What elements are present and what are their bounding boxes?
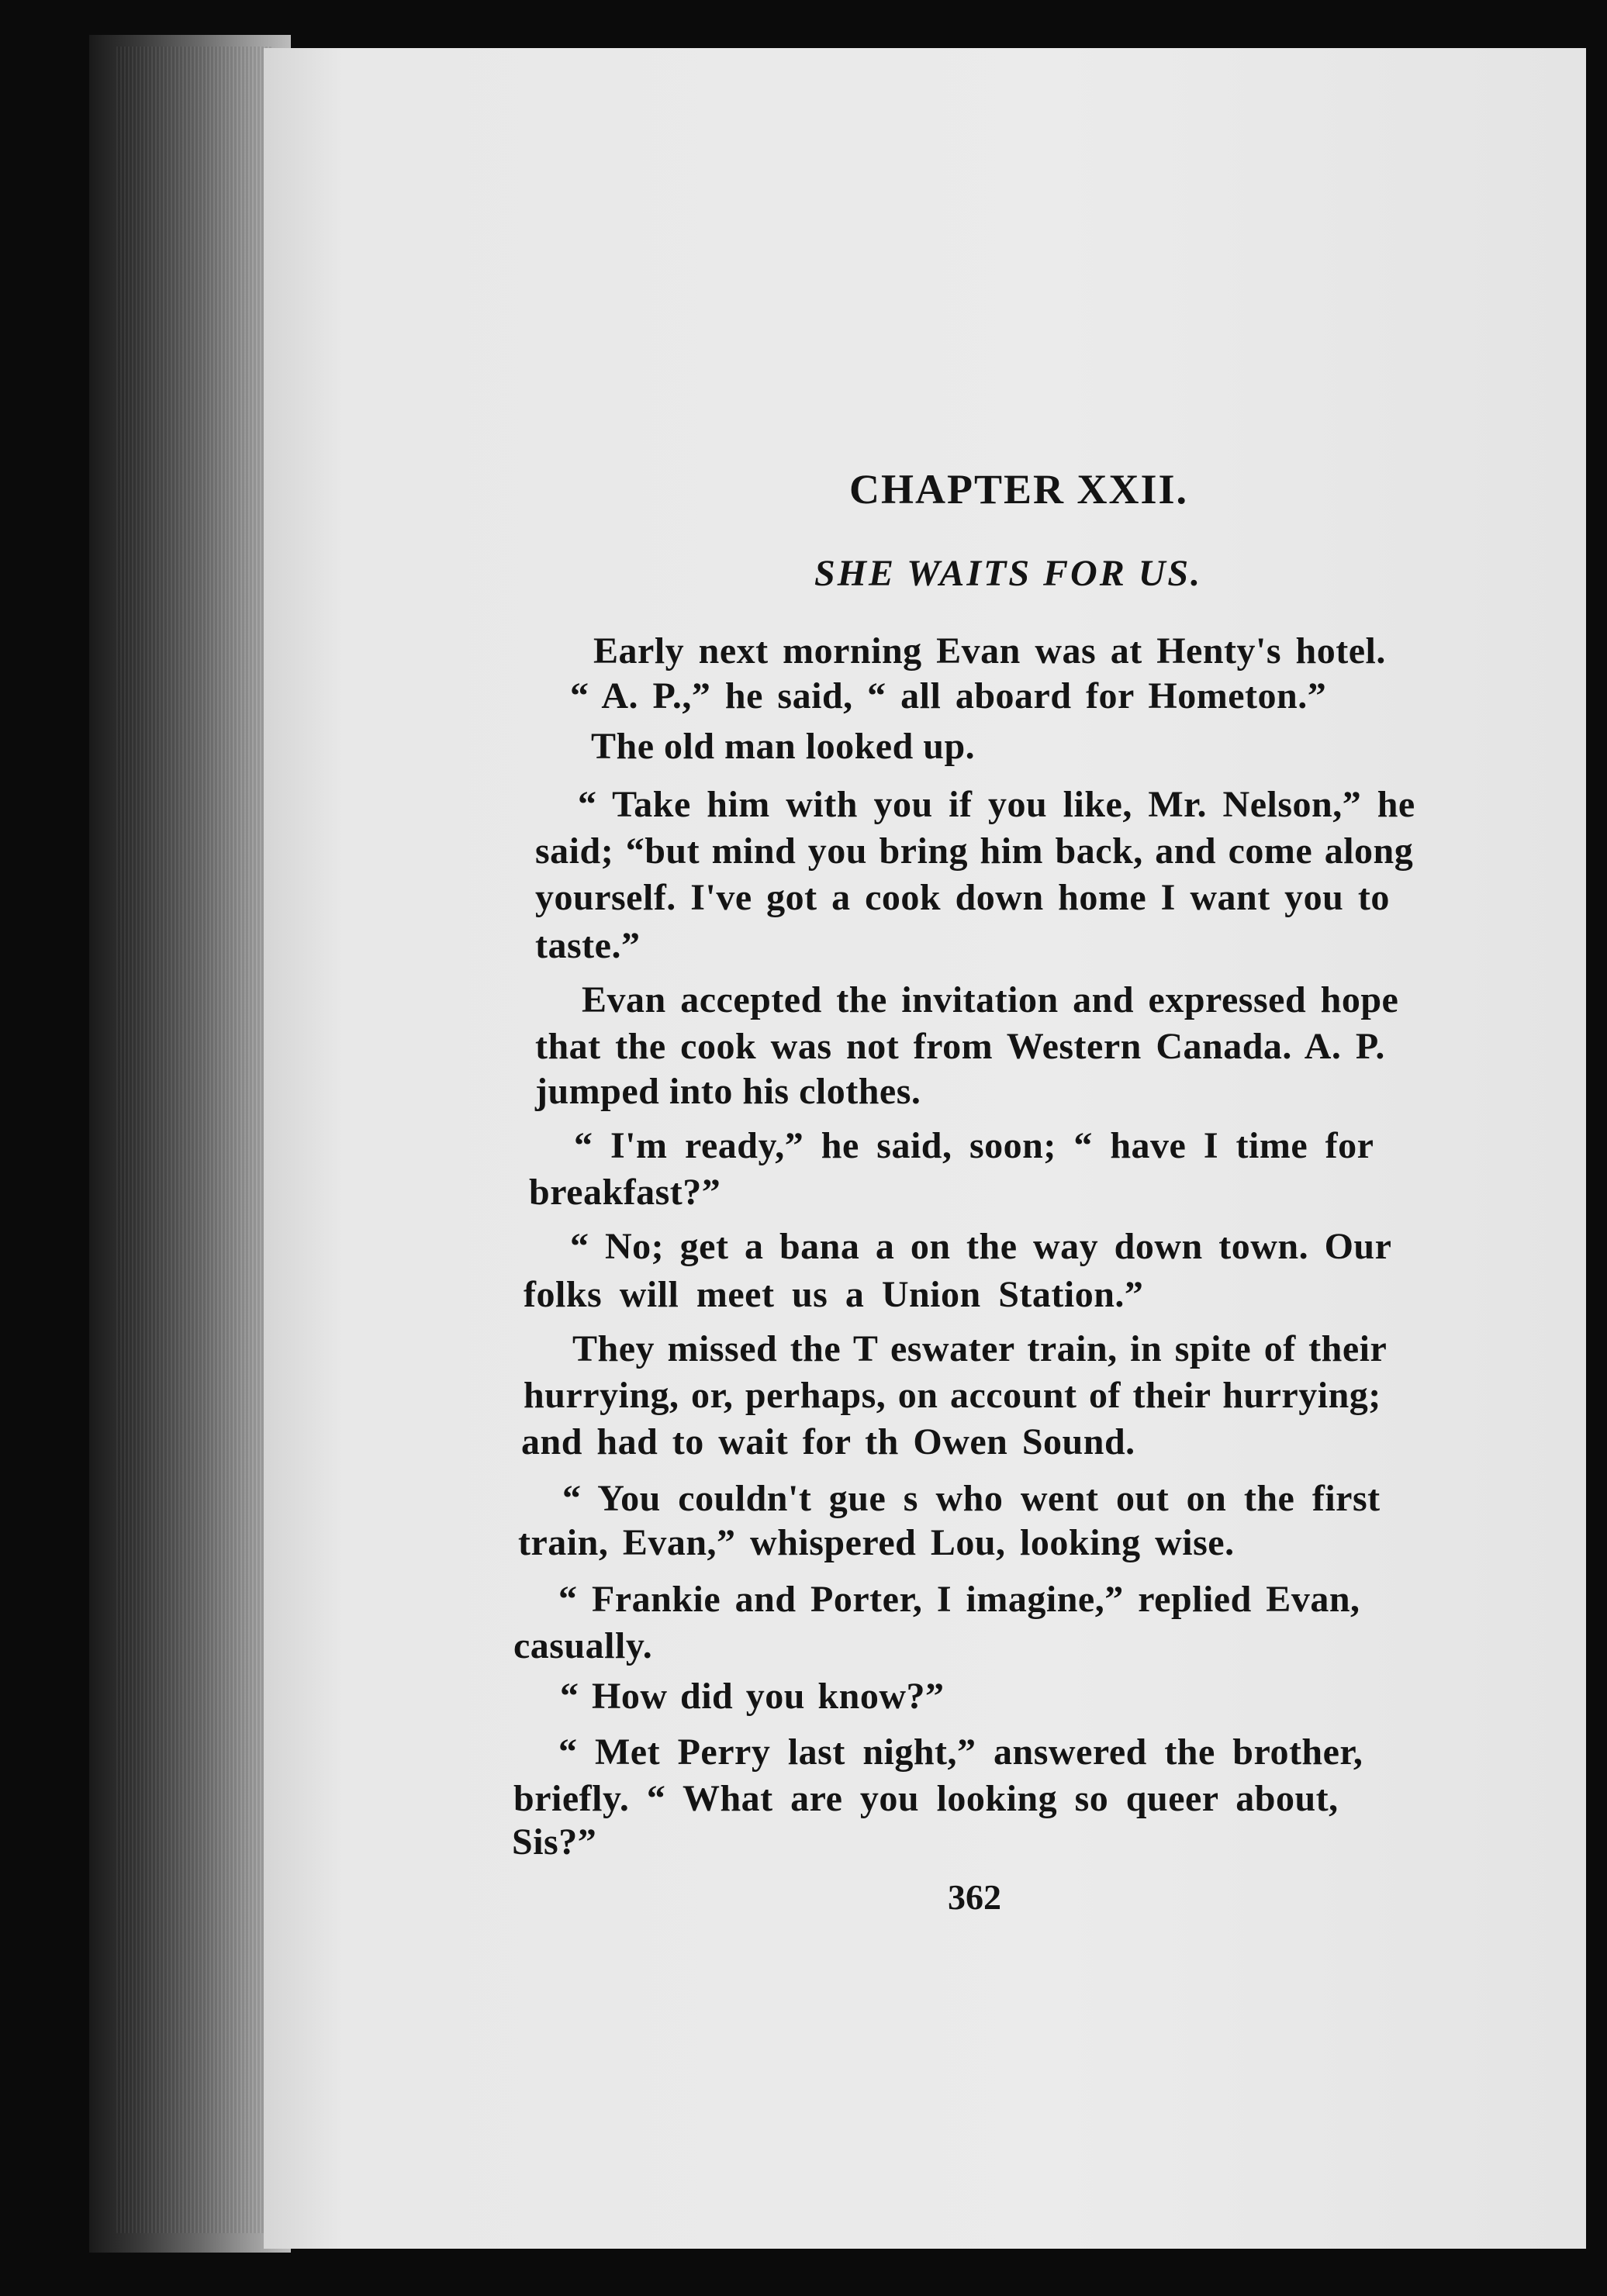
text-line: briefly. “ What are you looking so queer about,	[513, 1778, 1339, 1819]
text-line: hurrying, or, perhaps, on account of their hurrying;	[524, 1375, 1381, 1416]
text-line: train, Evan,” whispered Lou, looking wise.	[518, 1522, 1235, 1563]
chapter-title: CHAPTER XXII.	[849, 466, 1189, 513]
text-line: casually.	[513, 1625, 653, 1666]
book-page-edge-texture	[116, 47, 271, 2233]
text-line: “ How did you know?”	[560, 1676, 945, 1717]
text-line: They missed the T eswater train, in spite of their	[572, 1328, 1388, 1369]
text-line: “ Take him with you if you like, Mr. Nelson,” he	[578, 784, 1415, 825]
text-line: “ Met Perry last night,” answered the brother,	[558, 1731, 1363, 1773]
text-line: said; “but mind you bring him back, and come along	[535, 830, 1414, 872]
text-line: Sis?”	[512, 1821, 597, 1863]
text-line: jumped into his clothes.	[535, 1071, 921, 1112]
text-line: folks will meet us a Union Station.”	[524, 1274, 1144, 1315]
text-line: breakfast?”	[529, 1172, 721, 1213]
text-line: The old man looked up.	[591, 726, 976, 767]
text-line: “ Frankie and Porter, I imagine,” replied Evan,	[558, 1579, 1360, 1620]
text-line: that the cook was not from Western Canada. A. P.	[535, 1026, 1385, 1067]
text-line: Evan accepted the invitation and expressed hope	[582, 979, 1399, 1020]
text-line: taste.”	[535, 925, 641, 966]
text-line: and had to wait for th Owen Sound.	[521, 1421, 1135, 1462]
text-line: “ A. P.,” he said, “ all aboard for Hometon.”	[570, 675, 1327, 716]
text-line: “ I'm ready,” he said, soon; “ have I time for	[574, 1125, 1374, 1166]
text-line: “ No; get a bana a on the way down town. Our	[570, 1226, 1392, 1267]
page-number: 362	[948, 1877, 1001, 1917]
text-line: Early next morning Evan was at Henty's hotel.	[593, 630, 1386, 672]
chapter-subtitle: SHE WAITS FOR US.	[814, 553, 1203, 594]
text-line: yourself. I've got a cook down home I want you to	[535, 877, 1390, 918]
text-line: “ You couldn't gue s who went out on the first	[562, 1478, 1381, 1519]
